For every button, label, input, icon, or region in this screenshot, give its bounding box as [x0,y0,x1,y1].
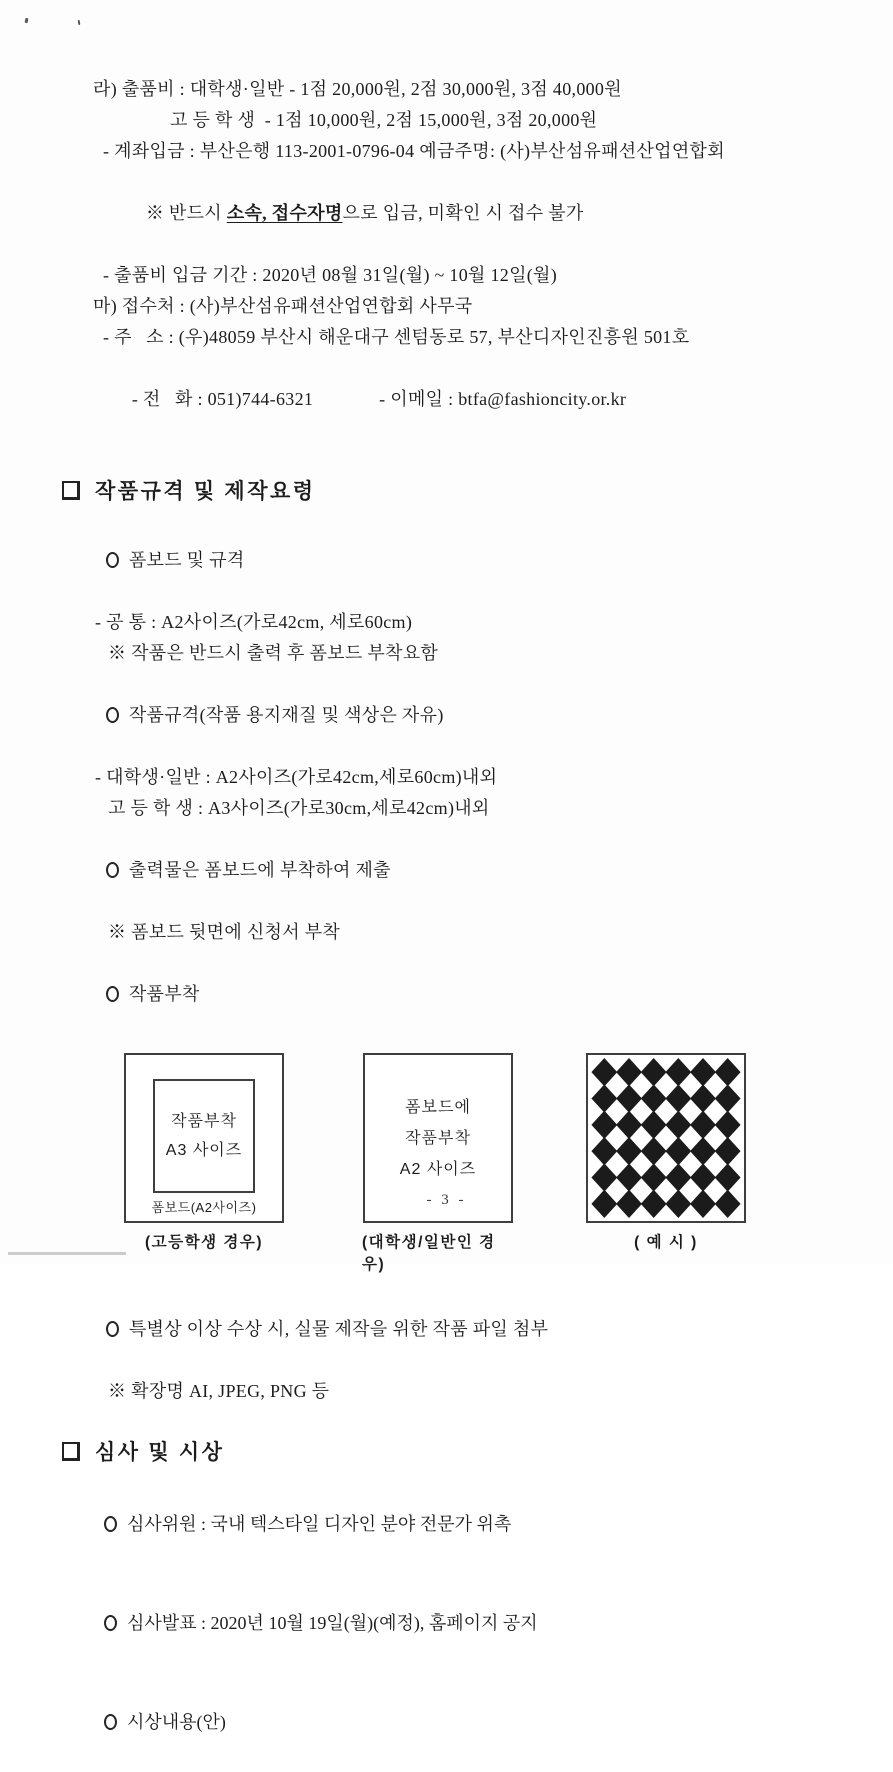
note-suffix: 으로 입금, 미확인 시 접수 불가 [342,203,584,223]
board-label-2: 작품부착 [405,1129,471,1147]
scan-speck [78,20,81,25]
special-prize-line [77,1283,862,1376]
bank-account-line: - 계좌입금 : 부산은행 113-2001-0796-04 예금주명: (사)부산섬유패션산업연합회 [103,141,725,161]
judge-announce-text: 심사발표 : 2020년 10월 19일(월)(예정), 홈페이지 공지 [127,1613,538,1633]
circle-bullet-icon [104,1615,117,1631]
work-spec-text: 작품규격(작품 용지재질 및 색상은 자유) [128,705,444,725]
reception-office-line: 마) 접수처 : (사)부산섬유패션산업연합회 사무국 [93,296,473,316]
circle-bullet-icon [104,1516,117,1532]
spec-section-title: 작품규격 및 제작요령 [95,479,316,503]
figure-caption: ( 예 시 ) [634,1234,698,1251]
circle-bullet-icon [104,1714,117,1730]
highschool-size-line: 고 등 학 생 : A3사이즈(가로30cm,세로42cm)내외 [108,798,490,818]
university-size-line: - 대학생·일반 : A2사이즈(가로42cm,세로60cm)내외 [95,767,498,787]
address-line: - 주 소 : (우)48059 부산시 해운대구 센텀동로 57, 부산디자인진흥원 501호 [103,327,690,347]
submission-text: 출력물은 폼보드에 부착하여 제출 [128,860,391,880]
square-bullet-icon [62,1442,80,1461]
board-label-3: A2 사이즈 [399,1160,477,1178]
note-emphasis: 소속, 접수자명 [226,203,343,223]
deposit-note-line [117,167,862,260]
figure-example-pattern [586,1053,746,1274]
email-text: - 이메일 : btfa@fashioncity.or.kr [379,389,627,409]
attachment-line [77,948,862,1041]
board-label-1: 폼보드에 [405,1098,471,1116]
file-extension-note-line: ※ 확장명 AI, JPEG, PNG 등 [108,1381,330,1401]
common-size-line: - 공 통 : A2사이즈(가로42cm, 세로60cm) [95,612,413,632]
scan-speck [25,18,29,24]
phone-text: - 전 화 : 051)744-6321 [131,389,314,409]
foamboard-spec-text: 폼보드 및 규격 [128,550,245,570]
circle-bullet-icon [106,552,119,568]
entry-fee-line: 라) 출품비 : 대학생·일반 - 1점 20,000원, 2점 30,000원, 3점 40,000원 [93,79,622,99]
judge-committee-line [77,1475,862,1574]
figure-caption: (대학생/일반인 경우) [362,1234,496,1273]
circle-bullet-icon [106,1321,119,1337]
circle-bullet-icon [106,862,119,878]
judging-section-header [62,1436,862,1466]
square-bullet-icon [62,481,80,500]
work-spec-line [77,669,862,762]
figure-university-board [362,1053,514,1274]
application-note-line: ※ 폼보드 뒷면에 신청서 부착 [108,922,341,942]
award-content-text: 시상내용(안) [127,1712,226,1732]
phone-email-line [103,353,862,446]
note-prefix: ※ 반드시 [145,203,227,223]
award-content-line [77,1673,862,1772]
print-note-line: ※ 작품은 반드시 출력 후 폼보드 부착요함 [108,643,439,663]
judge-committee-text: 심사위원 : 국내 텍스타일 디자인 분야 전문가 위촉 [127,1514,512,1534]
attachment-diagrams [62,1053,862,1274]
judge-announce-line [77,1574,862,1673]
artwork-label-1: 작품부착 [171,1113,237,1130]
document-content [62,74,862,1772]
judging-section-title: 심사 및 시상 [95,1440,225,1464]
attachment-text: 작품부착 [128,984,200,1004]
deposit-period-line: - 출품비 입금 기간 : 2020년 08월 31일(월) ~ 10월 12일(월) [103,265,558,285]
circle-bullet-icon [106,986,119,1002]
special-prize-text: 특별상 이상 수상 시, 실물 제작을 위한 작품 파일 첨부 [128,1319,549,1339]
scan-scratch [8,1252,126,1255]
spec-section-header [62,475,862,505]
artwork-outline [153,1079,255,1193]
artwork-label-2: A3 사이즈 [165,1142,243,1159]
foamboard-spec-line [77,514,862,607]
figure-caption: (고등학생 경우) [145,1234,263,1251]
page-number: - 3 - [426,1192,467,1208]
board-size-label: 폼보드(A2사이즈) [151,1200,257,1215]
entry-fee-highschool-line: 고 등 학 생 - 1점 10,000원, 2점 15,000원, 3점 20,000원 [170,110,598,130]
circle-bullet-icon [106,707,119,723]
submission-line [77,824,862,917]
figure-highschool-board [122,1053,286,1274]
